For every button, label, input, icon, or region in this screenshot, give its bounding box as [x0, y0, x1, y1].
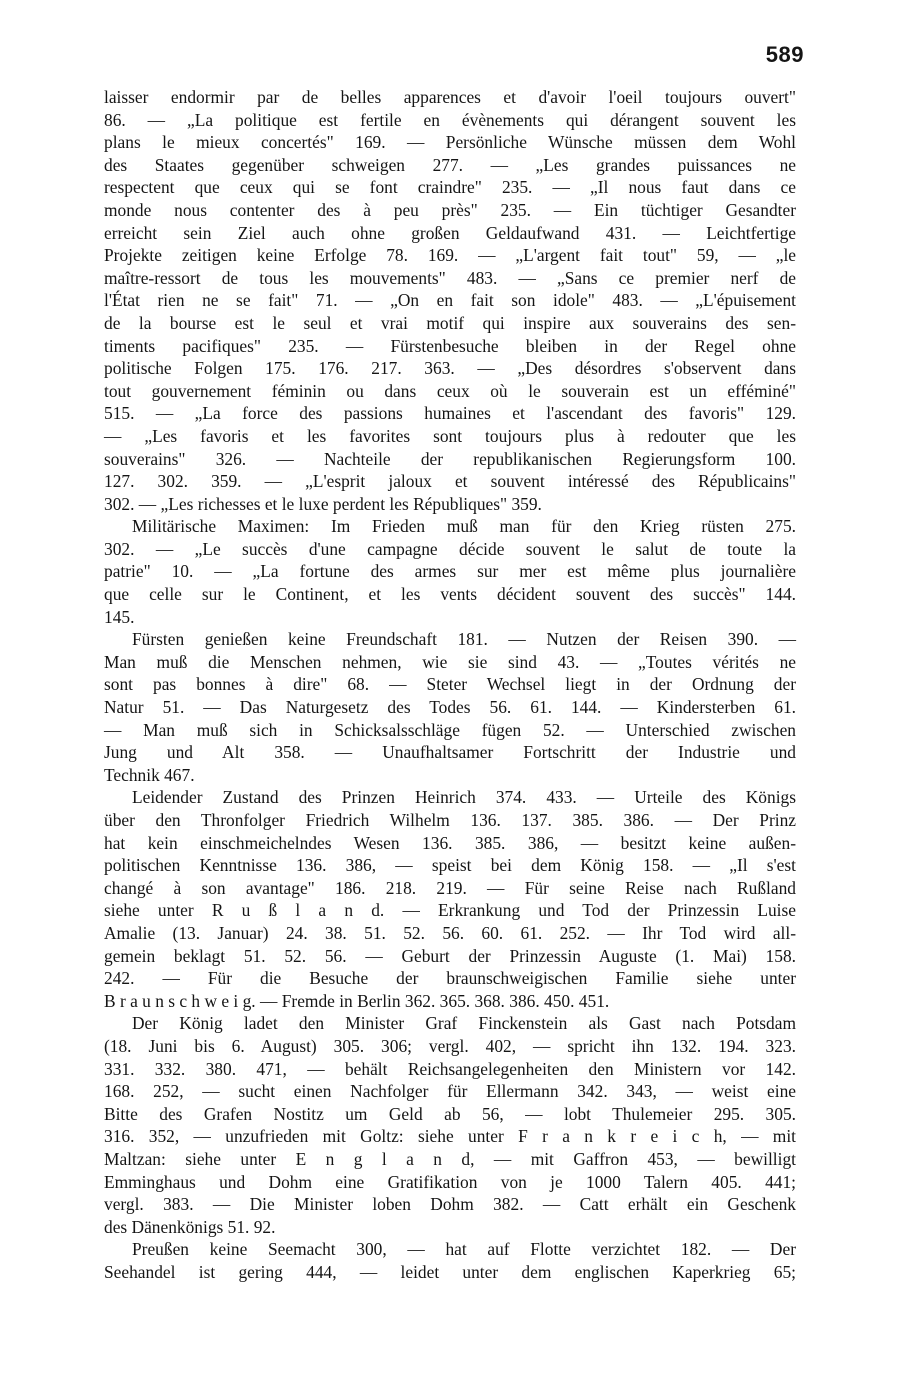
- text-line: politischen Kenntnisse 136. 386, — speist bei dem König 158. — „Il s'est: [104, 855, 796, 876]
- text-line: 316. 352, — unzufrieden mit Goltz: siehe unter F r a n k r e i c h, — mit: [104, 1126, 796, 1147]
- text-line: Jung und Alt 358. — Unaufhaltsamer Fortschritt der Industrie und: [104, 742, 796, 763]
- paragraph: [104, 86, 796, 515]
- text-line: B r a u n s c h w e i g. — Fremde in Berlin 362. 365. 368. 386. 450. 451.: [104, 990, 610, 1011]
- paragraph: [104, 515, 796, 628]
- text-line: respectent que ceux qui se font craindre" 235. — „Il nous faut dans ce: [104, 177, 796, 198]
- text-line: Der König ladet den Minister Graf Finckenstein als Gast nach Potsdam: [132, 1013, 796, 1034]
- text-line: des Staates gegenüber schweigen 277. — „Les grandes puissances ne: [104, 154, 796, 175]
- text-line: des Dänenkönigs 51. 92.: [104, 1216, 276, 1237]
- text-line: (18. Juni bis 6. August) 305. 306; vergl. 402, — spricht ihn 132. 194. 323.: [104, 1035, 796, 1056]
- text-line: 168. 252, — sucht einen Nachfolger für Ellermann 342. 343, — weist eine: [104, 1081, 796, 1102]
- text-line: timents pacifiques" 235. — Fürstenbesuche bleiben in der Regel ohne: [104, 335, 796, 356]
- body-text: [104, 86, 796, 1283]
- text-line: l'État rien ne se fait" 71. — „On en fait son idole" 483. — „L'épuisement: [104, 290, 796, 311]
- text-line: 145.: [104, 606, 135, 627]
- text-line: hat kein einschmeichelndes Wesen 136. 385. 386, — besitzt keine außen-: [104, 832, 796, 853]
- paragraph: [104, 628, 796, 786]
- text-line: Fürsten genießen keine Freundschaft 181. — Nutzen der Reisen 390. —: [132, 629, 796, 650]
- text-line: Leidender Zustand des Prinzen Heinrich 374. 433. — Urteile des Königs: [132, 787, 796, 808]
- text-line: Militärische Maximen: Im Frieden muß man für den Krieg rüsten 275.: [132, 516, 796, 537]
- paragraph: [104, 786, 796, 1012]
- text-line: gemein beklagt 51. 52. 56. — Geburt der Prinzessin Auguste (1. Mai) 158.: [104, 945, 796, 966]
- text-line: — „Les favoris et les favorites sont toujours plus à redouter que les: [104, 425, 796, 446]
- text-line: laisser endormir par de belles apparences et d'avoir l'oeil toujours ouvert": [104, 87, 796, 107]
- text-line: siehe unter R u ß l a n d. — Erkrankung und Tod der Prinzessin Luise: [104, 900, 796, 921]
- text-line: Emminghaus und Dohm eine Gratifikation von je 1000 Talern 405. 441;: [104, 1171, 796, 1192]
- text-line: 302. — „Les richesses et le luxe perdent les Républiques" 359.: [104, 493, 542, 514]
- text-line: monde nous contenter des à peu près" 235. — Ein tüchtiger Gesandter: [104, 199, 796, 220]
- text-line: plans le mieux concertés" 169. — Persönliche Wünsche müssen dem Wohl: [104, 132, 796, 153]
- text-line: 86. — „La politique est fertile en évènements qui dérangent souvent les: [104, 109, 796, 130]
- text-line: 515. — „La force des passions humaines et l'ascendant des favoris" 129.: [104, 403, 796, 424]
- text-line: de la bourse est le seul et vrai motif qui inspire aux souverains des sen-: [104, 312, 796, 333]
- text-line: 302. — „Le succès d'une campagne décide souvent le salut de toute la: [104, 538, 796, 559]
- text-line: Projekte zeitigen keine Erfolge 78. 169. — „L'argent fait tout" 59, — „le: [104, 245, 796, 266]
- text-line: Preußen keine Seemacht 300, — hat auf Flotte verzichtet 182. — Der: [132, 1239, 796, 1260]
- text-line: über den Thronfolger Friedrich Wilhelm 136. 137. 385. 386. — Der Prinz: [104, 810, 796, 830]
- text-line: maître-ressort de tous les mouvements" 483. — „Sans ce premier nerf de: [104, 267, 796, 288]
- text-line: tout gouvernement féminin ou dans ceux où le souverain est un efféminé": [104, 380, 796, 401]
- text-line: Technik 467.: [104, 764, 195, 785]
- text-line: 242. — Für die Besuche der braunschweigischen Familie siehe unter: [104, 968, 796, 989]
- paragraph: [104, 1238, 796, 1283]
- text-line: politische Folgen 175. 176. 217. 363. — „Des désordres s'observent dans: [104, 358, 796, 379]
- text-line: Bitte des Grafen Nostitz um Geld ab 56, — lobt Thulemeier 295. 305.: [104, 1103, 796, 1124]
- text-line: 331. 332. 380. 471, — behält Reichsangelegenheiten den Ministern vor 142.: [104, 1058, 796, 1079]
- text-line: Maltzan: siehe unter E n g l a n d, — mit Gaffron 453, — bewilligt: [104, 1148, 796, 1169]
- text-line: Seehandel ist gering 444, — leidet unter dem englischen Kaperkrieg 65;: [104, 1261, 796, 1282]
- text-line: vergl. 383. — Die Minister loben Dohm 382. — Catt erhält ein Geschenk: [104, 1194, 796, 1215]
- text-line: changé à son avantage" 186. 218. 219. — Für seine Reise nach Rußland: [104, 877, 796, 898]
- text-line: Man muß die Menschen nehmen, wie sie sind 43. — „Toutes vérités ne: [104, 651, 796, 672]
- text-line: erreicht sein Ziel auch ohne großen Geldaufwand 431. — Leichtfertige: [104, 222, 796, 243]
- text-line: — Man muß sich in Schicksalsschläge fügen 52. — Unterschied zwischen: [104, 719, 796, 740]
- text-line: 127. 302. 359. — „L'esprit jaloux et souvent intéressé des Républicains": [104, 471, 796, 492]
- text-line: sont pas bonnes à dire" 68. — Steter Wechsel liegt in der Ordnung der: [104, 674, 796, 695]
- text-line: Amalie (13. Januar) 24. 38. 51. 52. 56. 60. 61. 252. — Ihr Tod wird all-: [104, 922, 796, 943]
- paragraph: [104, 1012, 796, 1238]
- page-number: 589: [765, 42, 804, 67]
- text-line: souverains" 326. — Nachteile der republikanischen Regierungsform 100.: [104, 448, 796, 469]
- text-line: que celle sur le Continent, et les vents décident souvent des succès" 144.: [104, 584, 796, 605]
- text-line: patrie" 10. — „La fortune des armes sur mer est même plus journalière: [104, 561, 796, 582]
- text-line: Natur 51. — Das Naturgesetz des Todes 56. 61. 144. — Kindersterben 61.: [104, 697, 796, 718]
